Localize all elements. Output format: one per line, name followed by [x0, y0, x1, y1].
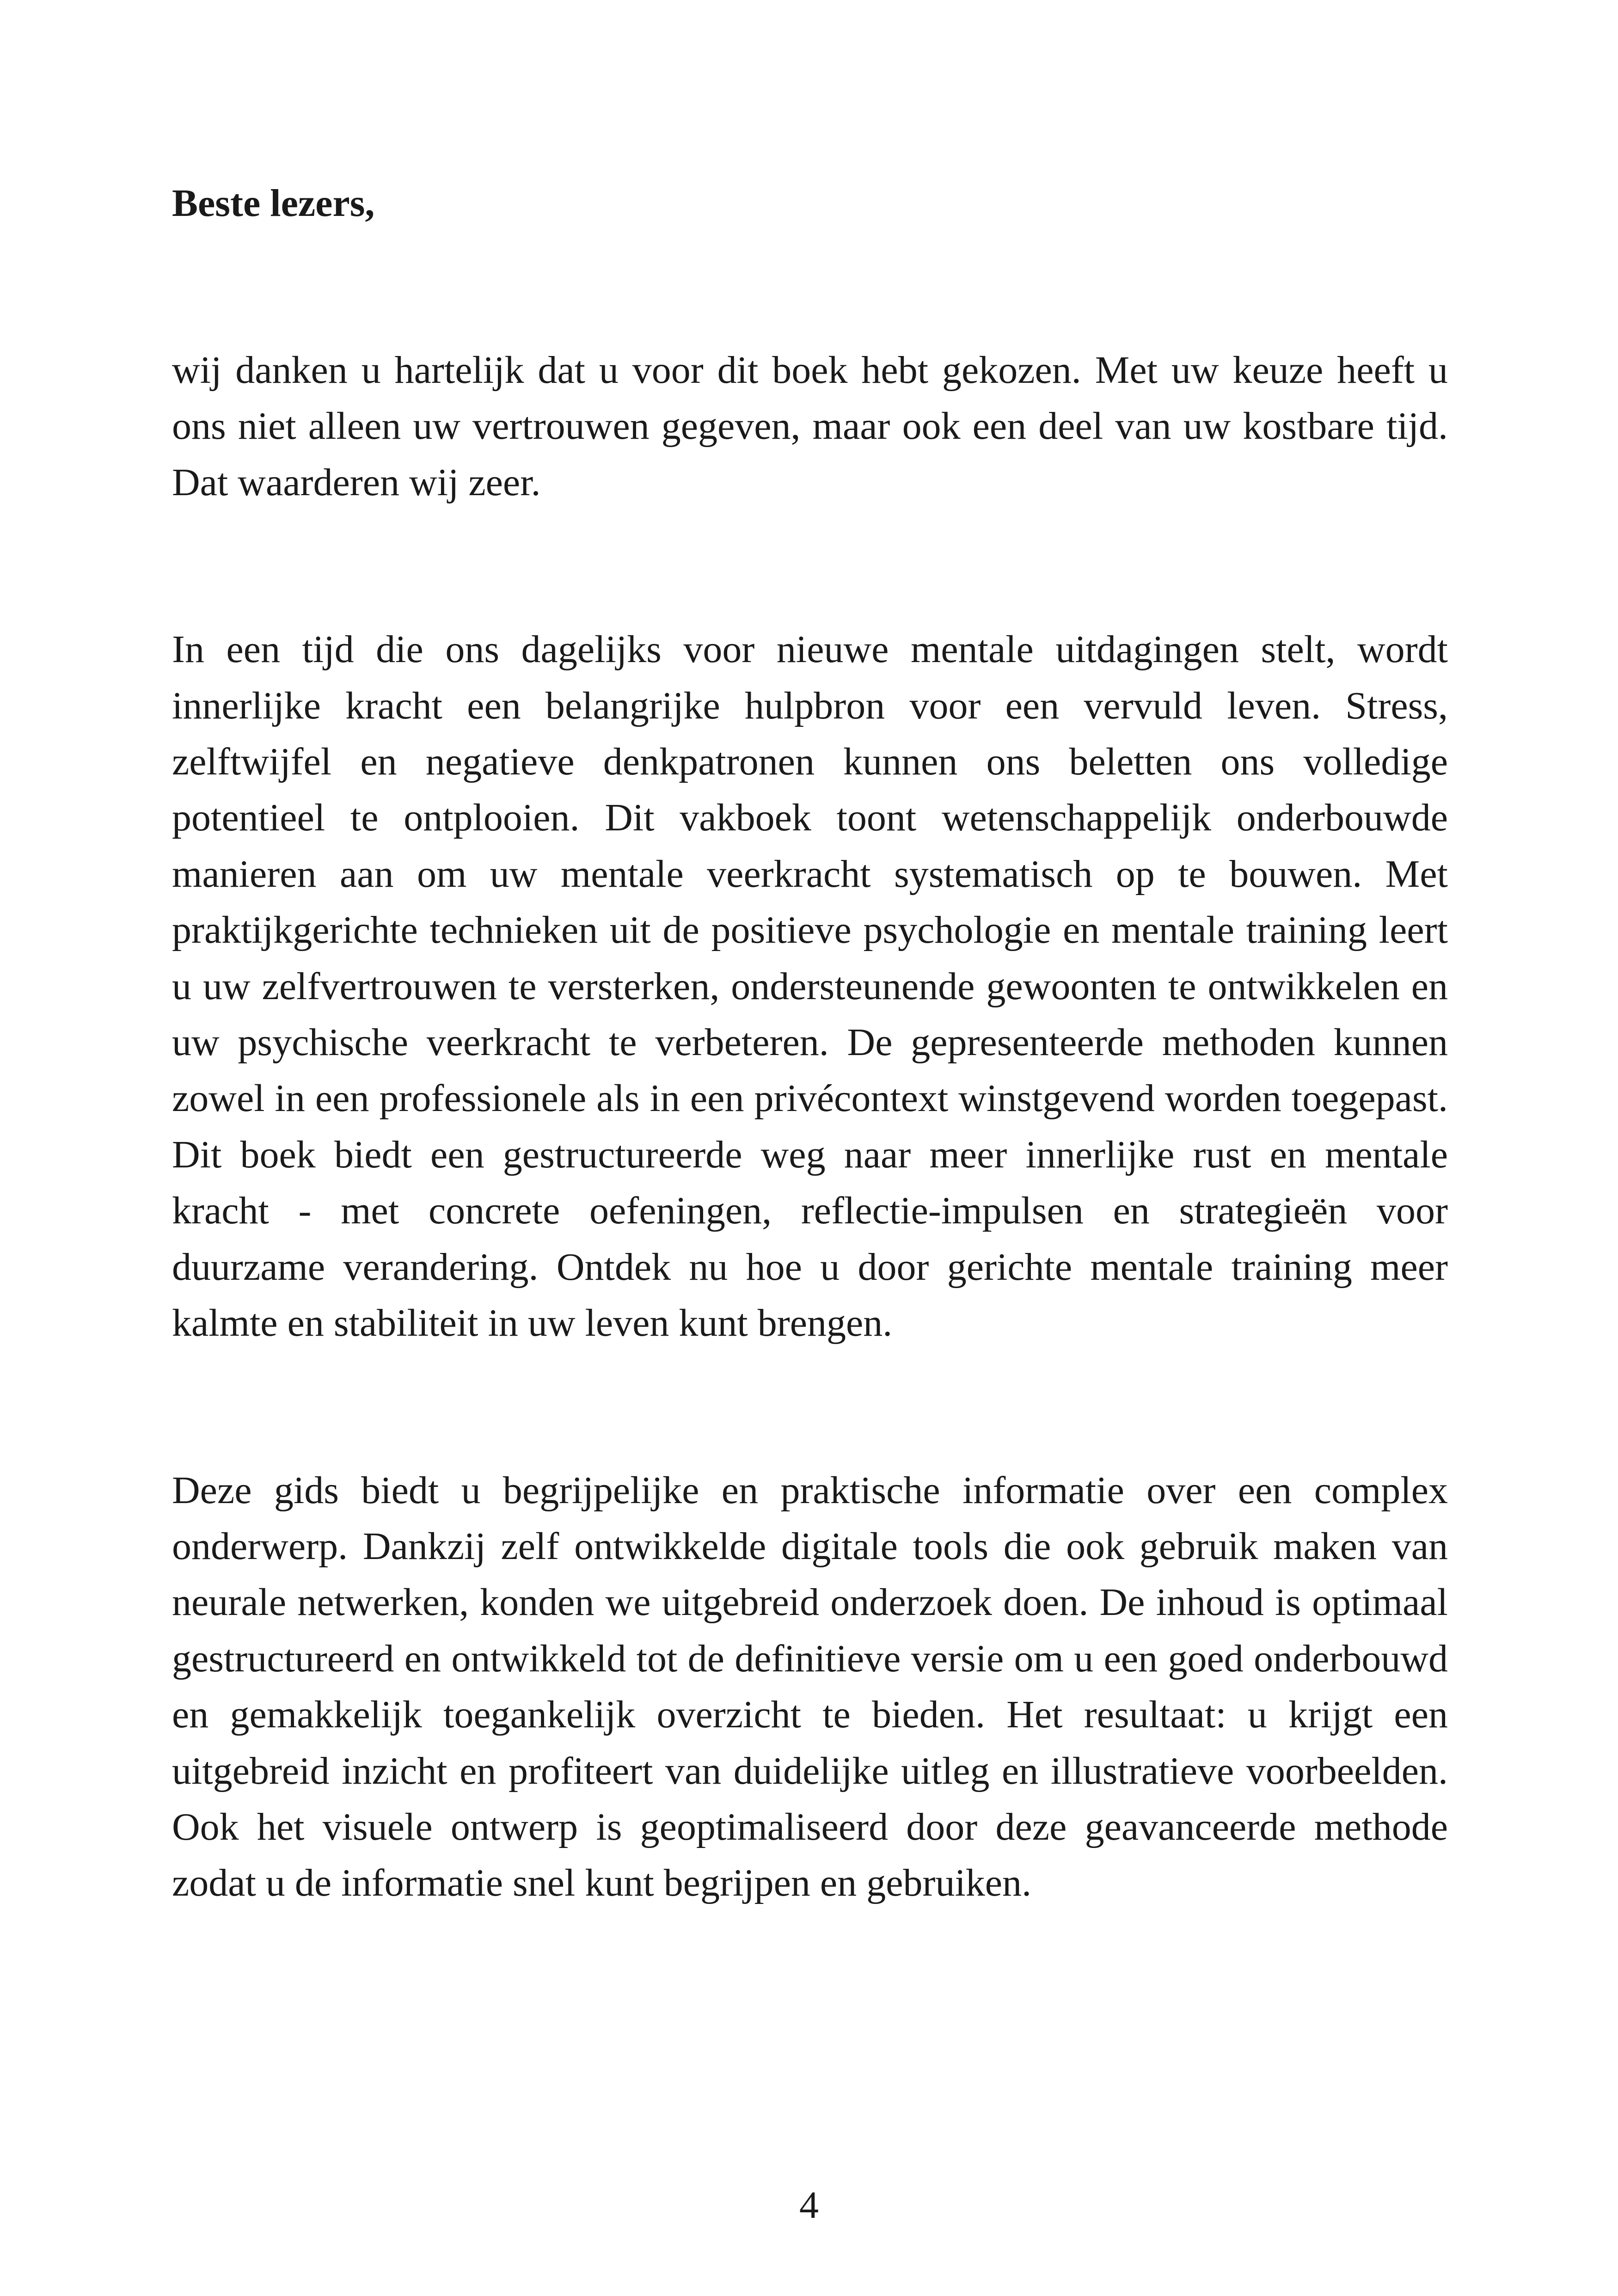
paragraph-book-description: In een tijd die ons dagelijks voor nieuwe mentale uitdagingen stelt, wordt innerlijke kracht een belangrijke hulpbron voor een vervuld leven. Stress, zelftwijfel en negatieve denkpatronen kunnen ons beletten ons volledige potentieel te ontplooien. Dit vakboek toont wetenschappelijk onderbouwde manieren aan om uw mentale veerkracht systematisch op te bouwen. Met praktijkgerichte technieken uit de positieve psychologie en mentale training leert u uw zelfvertrouwen te versterken, ondersteunende gewoonten te ontwikkelen en uw psychische veerkracht te verbeteren. De gepresenteerde methoden kunnen zowel in een professionele als in een privécontext winstgevend worden toegepast. Dit boek biedt een gestructureerde weg naar meer innerlijke rust en mentale kracht - met concrete oefeningen, reflectie-impulsen en strategieën voor duurzame verandering. Ontdek nu hoe u door gerichte mentale training meer kalmte en stabiliteit in uw leven kunt brengen. — [172, 628, 1448, 1345]
paragraph-thanks: wij danken u hartelijk dat u voor dit boek hebt gekozen. Met uw keuze heeft u ons niet alleen uw vertrouwen gegeven, maar ook een deel van uw kostbare tijd. Dat waarderen wij zeer. — [172, 349, 1448, 504]
page-number: 4 — [799, 2184, 819, 2227]
letter-body — [172, 342, 1448, 2022]
paragraph-guide-method: Deze gids biedt u begrijpelijke en praktische informatie over een complex onderwerp. Dankzij zelf ontwikkelde digitale tools die ook gebruik maken van neurale netwerken, konden we uitgebreid onderzoek doen. De inhoud is optimaal gestructureerd en ontwikkeld tot de definitieve versie om u een goed onderbouwd en gemakkelijk toegankelijk overzicht te bieden. Het resultaat: u krijgt een uitgebreid inzicht en profiteert van duidelijke uitleg en illustratieve voorbeelden. Ook het visuele ontwerp is geoptimaliseerd door deze geavanceerde methode zodat u de informatie snel kunt begrijpen en gebruiken. — [172, 1468, 1448, 1905]
salutation-heading: Beste lezers, — [172, 182, 375, 225]
